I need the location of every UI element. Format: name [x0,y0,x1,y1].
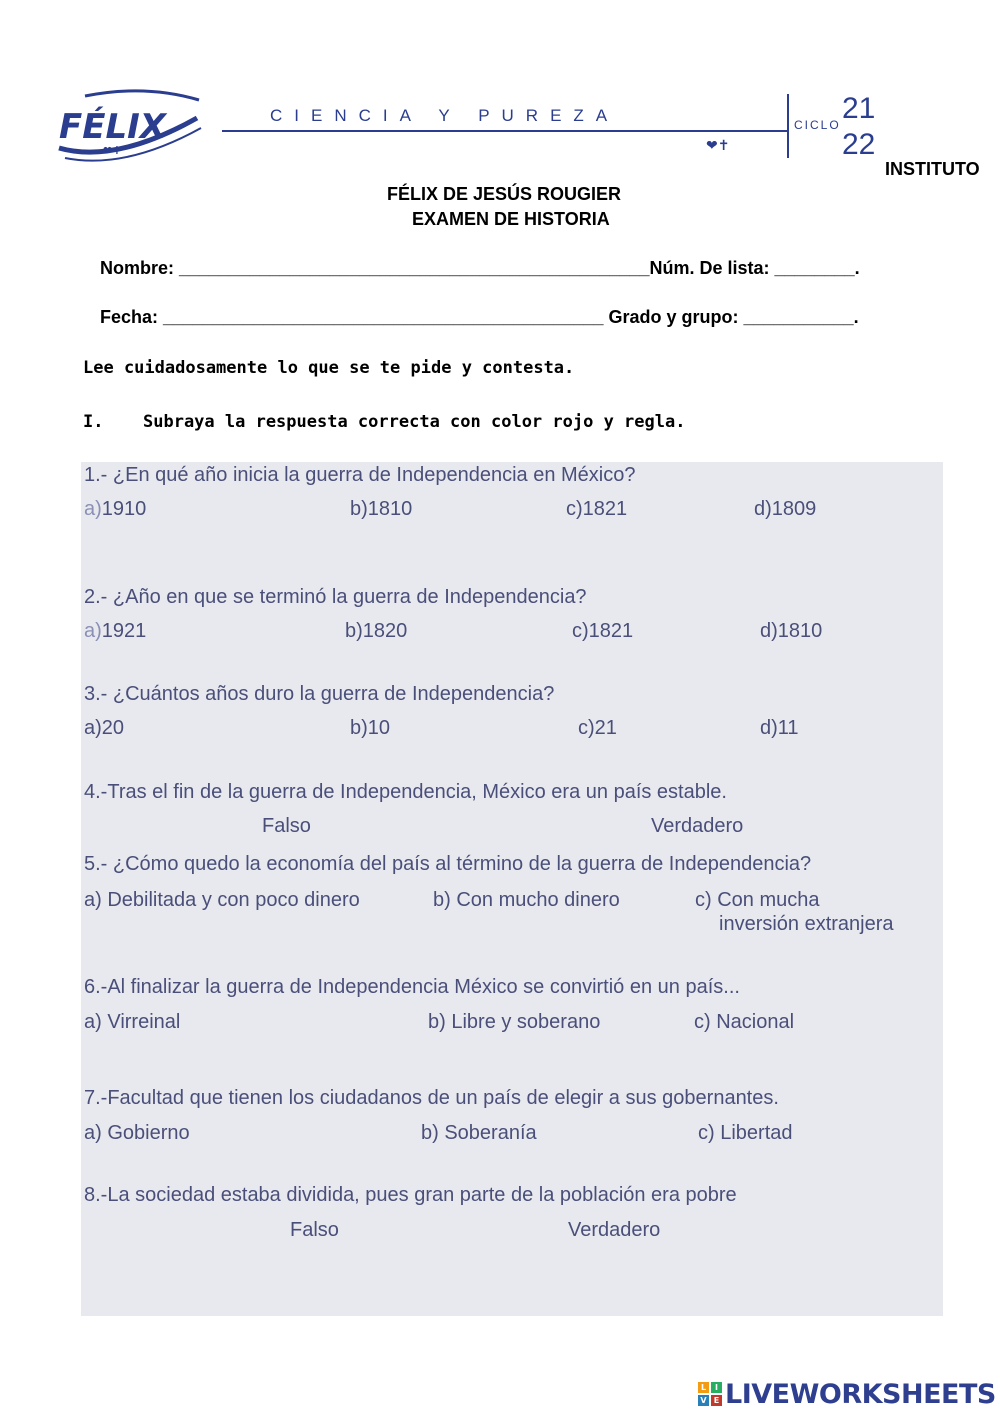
q3-option-d[interactable]: d)11 [760,717,799,739]
motto: CIENCIA Y PUREZA [270,106,620,125]
q3-option-a[interactable]: a)20 [84,717,125,739]
question-8: 8.-La sociedad estaba dividida, pues gran parte de la población era pobre [84,1184,737,1206]
liveworksheets-brand: LIVEWORKSHEETS [725,1378,996,1410]
ciclo-year-start: 21 [842,92,876,125]
question-5: 5.- ¿Cómo quedo la economía del país al término de la guerra de Independencia? [84,853,812,875]
nombre-field: Nombre: _______________________________________________Núm. De lista: ________. [100,258,860,278]
logo-seal: ❤✝ [103,144,122,157]
q1-option-a[interactable]: a)1910 [84,498,147,520]
q8-option-false[interactable]: Falso [290,1219,339,1241]
q5-option-c[interactable]: c) Con mucha [695,889,820,911]
q1-option-d[interactable]: d)1809 [754,498,817,520]
question-6: 6.-Al finalizar la guerra de Independencia México se convirtió en un país... [84,976,740,998]
q2-option-d[interactable]: d)1810 [760,620,823,642]
fecha-field: Fecha: ____________________________________________ Grado y grupo: ___________. [100,307,859,327]
q2-option-c[interactable]: c)1821 [572,620,634,642]
q6-option-c[interactable]: c) Nacional [694,1011,795,1033]
school-name: FÉLIX DE JESÚS ROUGIER [387,184,622,204]
q5-option-b[interactable]: b) Con mucho dinero [433,889,620,911]
felix-logo [55,88,205,168]
header-divider [222,130,787,132]
question-7: 7.-Facultad que tienen los ciudadanos de un país de elegir a sus gobernantes. [84,1087,779,1109]
q7-option-b[interactable]: b) Soberanía [421,1122,537,1144]
exam-title: EXAMEN DE HISTORIA [412,209,610,229]
liveworksheets-logo[interactable] [698,1377,996,1411]
question-1: 1.- ¿En qué año inicia la guerra de Independencia en México? [84,464,636,486]
q5-option-a[interactable]: a) Debilitada y con poco dinero [84,889,360,911]
ciclo-label: CICLO [794,118,841,132]
q2-option-a[interactable]: a)1921 [84,620,147,642]
q1-option-c[interactable]: c)1821 [566,498,628,520]
q4-option-false[interactable]: Falso [262,815,311,837]
q8-option-true[interactable]: Verdadero [568,1219,661,1241]
q7-option-c[interactable]: c) Libertad [698,1122,793,1144]
q3-option-c[interactable]: c)21 [578,717,617,739]
instituto-label: INSTITUTO [885,159,980,179]
q6-option-b[interactable]: b) Libre y soberano [428,1011,601,1033]
section-instruction: Subraya la respuesta correcta con color rojo y regla. [143,412,686,432]
liveworksheets-mark-icon: L I V E [698,1382,722,1406]
q6-option-a[interactable]: a) Virreinal [84,1011,181,1033]
heart-cross-icon: ❤✝ [706,138,730,154]
q5-option-c-cont[interactable]: inversión extranjera [719,913,894,935]
section-number: I. [83,412,104,432]
instructions: Lee cuidadosamente lo que se te pide y contesta. [83,358,575,378]
q2-option-b[interactable]: b)1820 [345,620,408,642]
question-2: 2.- ¿Año en que se terminó la guerra de Independencia? [84,586,587,608]
q7-option-a[interactable]: a) Gobierno [84,1122,190,1144]
header-vertical-divider [787,94,789,158]
q3-option-b[interactable]: b)10 [350,717,391,739]
q1-option-b[interactable]: b)1810 [350,498,413,520]
question-4: 4.-Tras el fin de la guerra de Independencia, México era un país estable. [84,781,727,803]
question-3: 3.- ¿Cuántos años duro la guerra de Independencia? [84,683,555,705]
logo-text: FÉLIX [59,107,166,147]
ciclo-year-end: 22 [842,128,876,161]
q4-option-true[interactable]: Verdadero [651,815,744,837]
